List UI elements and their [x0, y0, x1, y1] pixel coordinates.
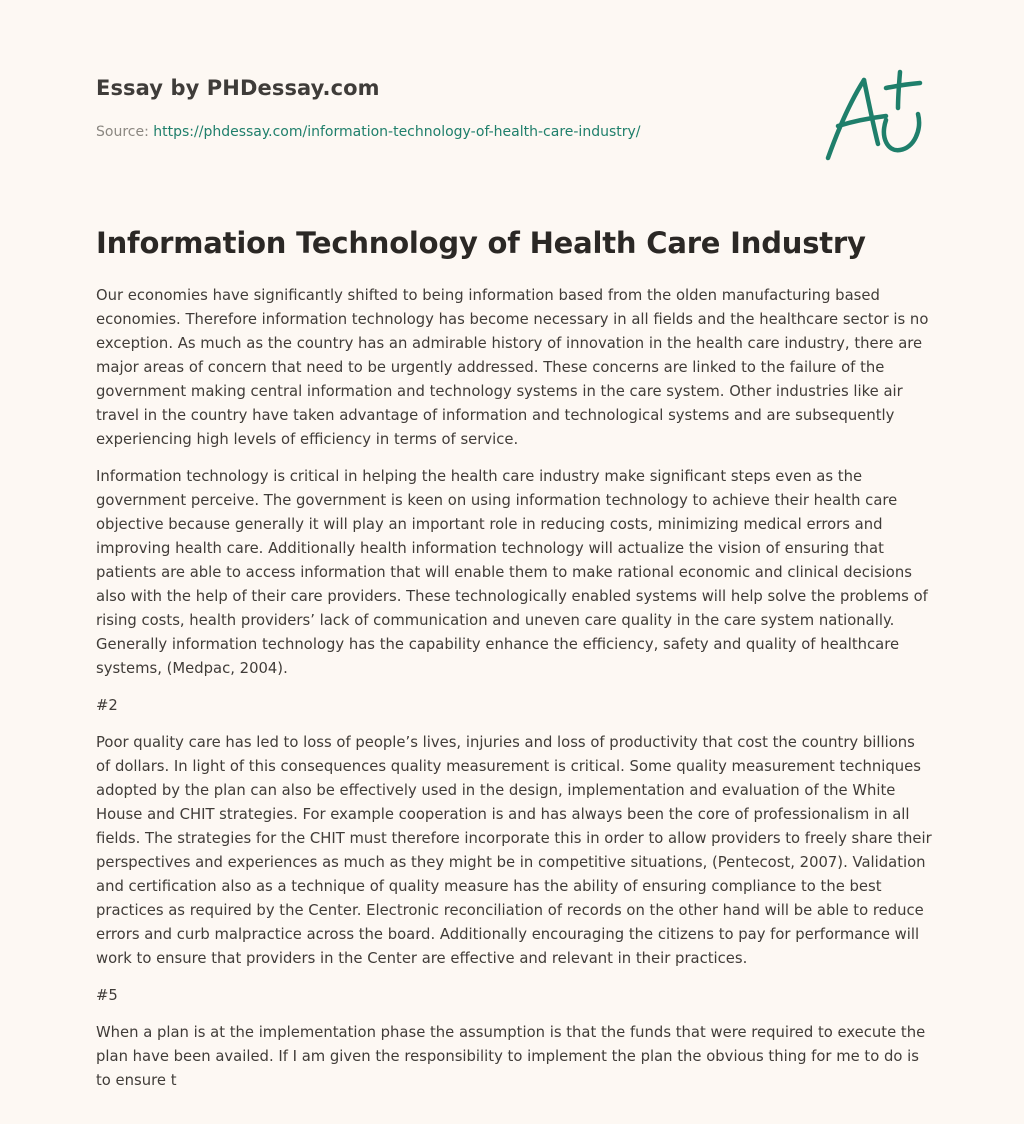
essay-paragraph: Our economies have significantly shifted to being information based from the olden manufacturing based economies. Therefore information technology has become necessary in all fields and the healthcare sector is no exception. As much as the country has an admirable history of innovation in the health care industry, there are major areas of concern that need to be urgently addressed. These concerns are linked to the failure of the government making central information and technology systems in the care system. Other industries like air travel in the country have taken advantage of information and technological systems and are subsequently experiencing high levels of efficiency in terms of service. — [96, 287, 929, 448]
a-plus-logo-icon — [820, 66, 930, 166]
essay-body — [96, 284, 932, 1106]
essay-paragraph: Poor quality care has led to loss of people’s lives, injuries and loss of productivity that cost the country billions of dollars. In light of this consequences quality measurement is critical. Some quality measurement techniques adopted by the plan can also be effectively used in the design, implementation and evaluation of the White House and CHIT strategies. For example cooperation is and has always been the core of professionalism in all fields. The strategies for the CHIT must therefore incorporate this in order to allow providers to freely share their perspectives and experiences as much as they might be in competitive situations, (Pentecost, 2007). Validation and certification also as a technique of quality measure has the ability of ensuring compliance to the best practices as required by the Center. Electronic reconciliation of records on the other hand will be able to reduce errors and curb malpractice across the board. Additionally encouraging the citizens to pay for performance will work to ensure that providers in the Center are effective and relevant in their practices. — [96, 734, 932, 967]
section-marker: #2 — [96, 697, 118, 714]
site-title: Essay by PHDessay.com — [96, 76, 380, 100]
section-marker: #5 — [96, 987, 118, 1004]
essay-title: Information Technology of Health Care Industry — [96, 226, 866, 260]
page-header — [96, 0, 932, 190]
source-label: Source: — [96, 124, 154, 140]
essay-page — [96, 0, 932, 1089]
source-link[interactable]: https://phdessay.com/information-technology-of-health-care-industry/ — [153, 124, 641, 140]
essay-paragraph: Information technology is critical in helping the health care industry make significant steps even as the government perceive. The government is keen on using information technology to achieve their health care objective because generally it will play an important role in reducing costs, minimizing medical errors and improving health care. Additionally health information technology will actualize the vision of ensuring that patients are able to access information that will enable them to make rational economic and clinical decisions also with the help of their care providers. These technologically enabled systems will help solve the problems of rising costs, health providers’ lack of communication and uneven care quality in the care system nationally. Generally information technology has the capability enhance the efficiency, safety and quality of healthcare systems, (Medpac, 2004). — [96, 468, 928, 677]
essay-paragraph: When a plan is at the implementation phase the assumption is that the funds that were required to execute the plan have been availed. If I am given the responsibility to implement the plan the obvious thing for me to do is to ensure t — [96, 1024, 926, 1089]
source-line — [96, 124, 641, 140]
